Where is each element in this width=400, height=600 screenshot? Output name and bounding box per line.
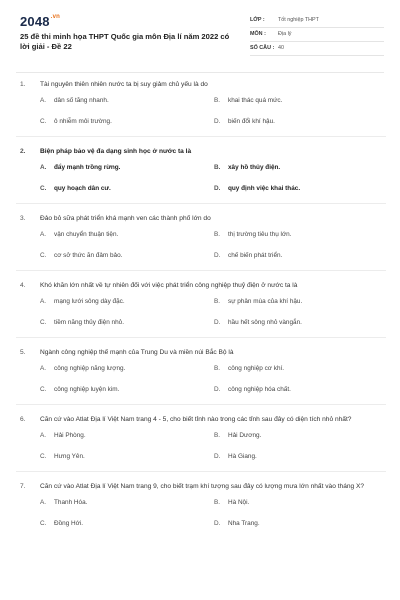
- meta-key: LỚP :: [250, 17, 265, 23]
- option-letter: D.: [214, 118, 221, 125]
- option-letter: B.: [214, 432, 221, 439]
- meta-row-subject: [250, 28, 384, 42]
- question-body: Biện pháp bảo vệ đa dạng sinh học ở nước ta là: [40, 148, 192, 155]
- answer-option[interactable]: [40, 431, 214, 441]
- option-text: Hà Giang.: [228, 453, 257, 460]
- question-body: Căn cứ vào Atlat Địa lí Việt Nam trang 9, cho biết trạm khí tượng sau đây có lượng mưa lớn nhất vào tháng X?: [40, 483, 365, 490]
- answer-option[interactable]: [40, 452, 214, 462]
- answer-options: [40, 163, 382, 194]
- answer-option[interactable]: [214, 431, 388, 441]
- meta-value: Tốt nghiệp THPT: [278, 17, 319, 23]
- option-letter: B.: [214, 231, 221, 238]
- option-text: khai thác quá mức.: [228, 97, 283, 104]
- option-letter: A.: [40, 298, 47, 305]
- question-body: Khó khăn lớn nhất về tự nhiên đối với việc phát triển công nghiệp thuỷ điện ở nước ta là: [40, 282, 298, 289]
- option-letter: D.: [214, 453, 221, 460]
- answer-options: [40, 431, 382, 462]
- question-text: [20, 482, 382, 492]
- answer-option[interactable]: [214, 498, 388, 508]
- question-item: [20, 80, 382, 127]
- option-letter: A.: [40, 432, 47, 439]
- option-text: tiềm năng thủy điện nhỏ.: [54, 319, 124, 326]
- question-text: [20, 80, 382, 90]
- answer-option[interactable]: [214, 364, 388, 374]
- option-letter: B.: [214, 298, 221, 305]
- header-divider: [16, 72, 384, 73]
- answer-options: [40, 230, 382, 261]
- option-text: Hải Phòng.: [54, 432, 86, 439]
- answer-option[interactable]: [40, 519, 214, 529]
- question-item: [20, 281, 382, 328]
- option-letter: D.: [214, 386, 221, 393]
- option-text: ô nhiễm môi trường.: [54, 118, 112, 125]
- option-letter: A.: [40, 499, 47, 506]
- question-number: 4.: [20, 282, 26, 289]
- question-number: 1.: [20, 81, 26, 88]
- question-divider: [16, 203, 386, 204]
- answer-option[interactable]: [40, 364, 214, 374]
- option-letter: D.: [214, 520, 221, 527]
- option-text: công nghiệp năng lượng.: [54, 365, 126, 372]
- meta-key: MÔN :: [250, 31, 266, 37]
- option-text: Hưng Yên.: [54, 453, 85, 460]
- question-divider: [16, 404, 386, 405]
- option-text: công nghiệp luyện kim.: [54, 386, 120, 393]
- answer-option[interactable]: [40, 297, 214, 307]
- answer-option[interactable]: [40, 318, 214, 328]
- question-body: Tài nguyên thiên nhiên nước ta bị suy giảm chủ yếu là do: [40, 81, 208, 88]
- answer-option[interactable]: [40, 385, 214, 395]
- question-number: 5.: [20, 349, 26, 356]
- question-text: [20, 281, 382, 291]
- option-text: Hải Dương.: [228, 432, 262, 439]
- question-divider: [16, 337, 386, 338]
- answer-option[interactable]: [214, 297, 388, 307]
- option-text: Hà Nội.: [228, 499, 250, 506]
- option-letter: C.: [40, 252, 47, 259]
- option-text: Nha Trang.: [228, 520, 260, 527]
- question-item: [20, 348, 382, 395]
- answer-option[interactable]: [214, 163, 388, 173]
- option-text: đẩy mạnh trồng rừng.: [54, 164, 121, 171]
- question-text: [20, 348, 382, 358]
- answer-option[interactable]: [214, 230, 388, 240]
- option-text: vận chuyển thuận tiện.: [54, 231, 119, 238]
- question-item: [20, 147, 382, 194]
- option-text: chế biến phát triển.: [228, 252, 283, 259]
- question-item: [20, 214, 382, 261]
- question-number: 6.: [20, 416, 26, 423]
- meta-value: Địa lý: [278, 31, 292, 37]
- option-letter: B.: [214, 164, 221, 171]
- answer-option[interactable]: [40, 230, 214, 240]
- option-text: mạng lưới sông dày đặc.: [54, 298, 125, 305]
- option-letter: C.: [40, 185, 47, 192]
- question-item: [20, 482, 382, 529]
- option-letter: C.: [40, 118, 47, 125]
- logo-number: 2048: [20, 14, 50, 29]
- meta-row-class: [250, 14, 384, 28]
- option-letter: A.: [40, 97, 47, 104]
- option-text: sự phân mùa của khí hậu.: [228, 298, 303, 305]
- site-logo[interactable]: [20, 14, 60, 29]
- option-letter: B.: [214, 97, 221, 104]
- answer-option[interactable]: [40, 117, 214, 127]
- option-letter: C.: [40, 453, 47, 460]
- answer-option[interactable]: [40, 96, 214, 106]
- question-body: Ngành công nghiệp thế mạnh của Trung Du và miền núi Bắc Bộ là: [40, 349, 234, 356]
- question-text: [20, 415, 382, 425]
- answer-option[interactable]: [214, 385, 388, 395]
- answer-options: [40, 297, 382, 328]
- meta-value: 40: [278, 45, 284, 51]
- document-header: [20, 14, 384, 64]
- option-letter: B.: [214, 365, 221, 372]
- option-letter: D.: [214, 252, 221, 259]
- answer-option[interactable]: [40, 163, 214, 173]
- logo-suffix: .vn: [50, 14, 61, 20]
- answer-option[interactable]: [40, 251, 214, 261]
- exam-title: 25 đề thi minh họa THPT Quốc gia môn Địa lí năm 2022 có lời giải - Đề 22: [20, 32, 230, 51]
- option-letter: C.: [40, 386, 47, 393]
- answer-option[interactable]: [214, 117, 388, 127]
- option-text: quy hoạch dân cư.: [54, 185, 111, 192]
- question-divider: [16, 270, 386, 271]
- answer-options: [40, 96, 382, 127]
- option-text: Đồng Hới.: [54, 520, 84, 527]
- option-text: biến đổi khí hậu.: [228, 118, 275, 125]
- answer-option[interactable]: [40, 498, 214, 508]
- question-number: 2.: [20, 148, 26, 155]
- option-text: hầu hết sông nhỏ vàngắn.: [228, 319, 302, 326]
- answer-options: [40, 364, 382, 395]
- meta-row-count: [250, 42, 384, 56]
- question-divider: [16, 471, 386, 472]
- option-text: cơ sở thức ăn đảm bảo.: [54, 252, 123, 259]
- option-letter: D.: [214, 319, 221, 326]
- option-letter: C.: [40, 520, 47, 527]
- option-text: dân số tăng nhanh.: [54, 97, 109, 104]
- answer-option[interactable]: [214, 318, 388, 328]
- question-text: [20, 214, 382, 224]
- option-letter: B.: [214, 499, 221, 506]
- question-divider: [16, 136, 386, 137]
- question-item: [20, 415, 382, 462]
- option-text: quy định việc khai thác.: [228, 185, 301, 192]
- answer-option[interactable]: [214, 519, 388, 529]
- option-letter: A.: [40, 164, 47, 171]
- question-body: Đảo bỏ sữa phát triển khá mạnh ven các thành phố lớn do: [40, 215, 211, 222]
- option-letter: D.: [214, 185, 221, 192]
- answer-options: [40, 498, 382, 529]
- option-letter: C.: [40, 319, 47, 326]
- option-text: xây hồ thủy điện.: [228, 164, 281, 171]
- answer-option[interactable]: [214, 96, 388, 106]
- answer-option[interactable]: [214, 184, 388, 194]
- answer-option[interactable]: [40, 184, 214, 194]
- meta-key: SỐ CÂU :: [250, 45, 275, 51]
- option-text: Thanh Hóa.: [54, 499, 88, 506]
- answer-option[interactable]: [214, 251, 388, 261]
- option-letter: A.: [40, 365, 47, 372]
- question-body: Căn cứ vào Atlat Địa lí Việt Nam trang 4 - 5, cho biết tỉnh nào trong các tỉnh sau đây có diện tích nhỏ nhất?: [40, 416, 352, 423]
- option-letter: A.: [40, 231, 47, 238]
- exam-meta: [250, 14, 384, 56]
- answer-option[interactable]: [214, 452, 388, 462]
- option-text: công nghiệp cơ khí.: [228, 365, 285, 372]
- option-text: thị trường tiêu thụ lớn.: [228, 231, 292, 238]
- option-text: công nghiệp hóa chất.: [228, 386, 291, 393]
- question-text: [20, 147, 382, 157]
- question-list: [20, 80, 382, 529]
- question-number: 7.: [20, 483, 26, 490]
- question-number: 3.: [20, 215, 26, 222]
